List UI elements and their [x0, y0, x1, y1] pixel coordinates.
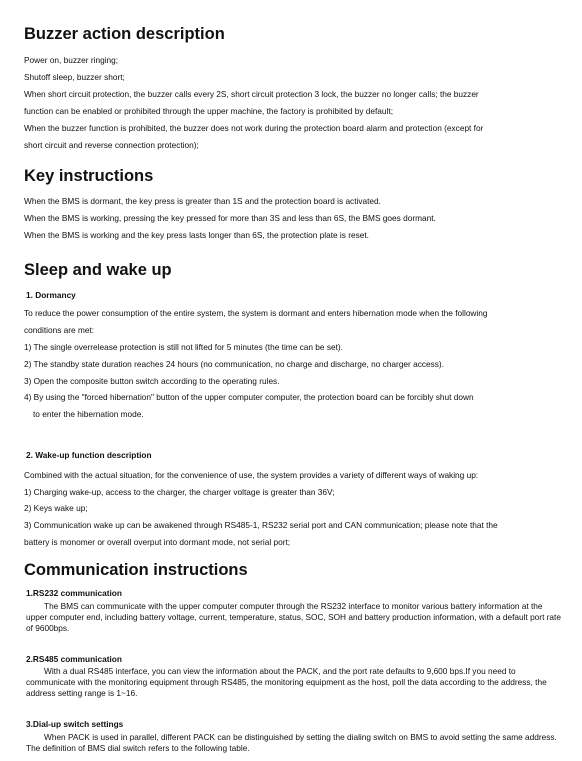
keys-line: When the BMS is working, pressing the key pressed for more than 3S and less than 6S, the BMS goes dormant. — [24, 213, 436, 223]
dormancy-line: To reduce the power consumption of the entire system, the system is dormant and enters hibernation mode when the following — [24, 308, 488, 318]
keys-title: Key instructions — [24, 167, 154, 185]
buzzer-title: Buzzer action description — [24, 25, 225, 43]
wake-heading: 2. Wake-up function description — [26, 450, 152, 460]
wake-line: battery is monomer or overall overput into dormant mode, not serial port; — [24, 537, 291, 547]
keys-line: When the BMS is dormant, the key press is greater than 1S and the protection board is activated. — [24, 196, 381, 206]
keys-line: When the BMS is working and the key press lasts longer than 6S, the protection plate is reset. — [24, 230, 369, 240]
dormancy-heading: 1. Dormancy — [26, 290, 76, 300]
dormancy-line: to enter the hibernation mode. — [33, 409, 144, 419]
dormancy-line: 1) The single overrelease protection is still not lifted for 5 minutes (the time can be set). — [24, 342, 343, 352]
buzzer-line: Power on, buzzer ringing; — [24, 55, 119, 65]
rs232-paragraph: The BMS can communicate with the upper computer computer through the RS232 interface to monitor various battery information at the upper computer end, including battery voltage, current, temperature, status, SOC, SOH and battery production information, with a default port rate of 9600bps. — [26, 601, 561, 633]
rs485-paragraph: With a dual RS485 interface, you can view the information about the PACK, and the port rate defaults to 9,600 bps.If you need to communicate with the monitoring equipment through RS485, the monitoring equipment as the host, poll the data according to the address, the address setting range is 1~16. — [26, 666, 547, 698]
wake-line: 2) Keys wake up; — [24, 503, 88, 513]
wake-line: Combined with the actual situation, for the convenience of use, the system provides a variety of different ways of waking up: — [24, 470, 479, 480]
dormancy-line: 3) Open the composite button switch according to the operating rules. — [24, 376, 280, 386]
dormancy-line: conditions are met: — [24, 325, 95, 335]
wake-line: 3) Communication wake up can be awakened through RS485-1, RS232 serial port and CAN communication; please note that the — [24, 520, 498, 530]
buzzer-line: Shutoff sleep, buzzer short; — [24, 72, 125, 82]
rs232-heading: 1.RS232 communication — [26, 588, 122, 598]
dormancy-line: 2) The standby state duration reaches 24 hours (no communication, no charge and discharge, no charger access). — [24, 359, 445, 369]
wake-line: 1) Charging wake-up, access to the charger, the charger voltage is greater than 36V; — [24, 487, 335, 497]
buzzer-line: When short circuit protection, the buzzer calls every 2S, short circuit protection 3 lock, the buzzer no longer calls; the buzzer — [24, 89, 479, 99]
dormancy-line: 4) By using the "forced hibernation" button of the upper computer computer, the protection board can be forcibly shut down — [24, 392, 474, 402]
dial-heading: 3.Dial-up switch settings — [26, 719, 124, 729]
buzzer-line: short circuit and reverse connection protection); — [24, 140, 199, 150]
sleep-title: Sleep and wake up — [24, 261, 172, 279]
comm-title: Communication instructions — [24, 561, 248, 579]
buzzer-line: When the buzzer function is prohibited, the buzzer does not work during the protection board alarm and protection (except for — [24, 123, 484, 133]
rs485-heading: 2.RS485 communication — [26, 654, 122, 664]
dial-paragraph: When PACK is used in parallel, different PACK can be distinguished by setting the dialing switch on BMS to avoid setting the same address. The definition of BMS dial switch refers to the following table. — [26, 732, 557, 753]
buzzer-line: function can be enabled or prohibited through the upper machine, the factory is prohibited by default; — [24, 106, 393, 116]
